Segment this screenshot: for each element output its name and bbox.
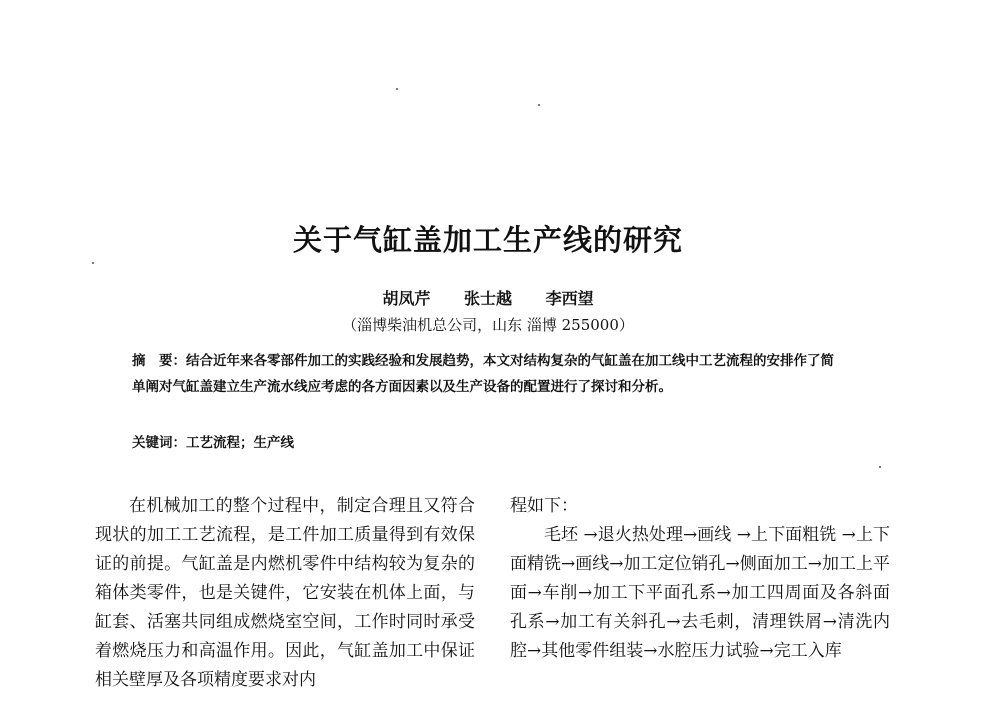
abstract — [132, 348, 846, 400]
scan-speck — [879, 466, 881, 468]
process-flow-paragraph: 毛坯 →退火热处理→画线 →上下面粗铣 →上下面精铣→画线→加工定位销孔→侧面加工→加工上平面→车削→加工下平面孔系→加工四周面及各斜面孔系→加工有关斜孔→去毛刺，清理铁屑→清洗内腔→其他零件组装→水腔压力试验→完工入库 — [510, 525, 890, 661]
paper-title: 关于气缸盖加工生产线的研究 — [292, 223, 683, 257]
body-paragraph-continuation: 程如下： — [510, 496, 578, 516]
keywords-label: 关键词： — [132, 435, 186, 451]
keywords-text: 工艺流程；生产线 — [186, 435, 294, 451]
scan-speck — [538, 104, 540, 106]
body-paragraph: 在机械加工的整个过程中，制定合理且又符合现状的加工工艺流程，是工件加工质量得到有效保证的前提。气缸盖是内燃机零件中结构较为复杂的箱体类零件，也是关键件，它安装在机体上面，与缸套、活塞共同组成燃烧室空间，工作时同时承受着燃烧压力和高温作用。因此，气缸盖加工中保证相关壁厚及各项精度要求对内 — [95, 496, 475, 690]
abstract-label: 摘 要： — [132, 353, 186, 369]
author-list — [0, 286, 976, 309]
author-name: 李西望 — [545, 289, 594, 308]
author-name: 胡凤芹 — [382, 289, 431, 308]
affiliation: （淄博柴油机总公司，山东 淄博 255000） — [342, 316, 634, 334]
scan-speck — [396, 88, 398, 90]
abstract-text: 结合近年来各零部件加工的实践经验和发展趋势，本文对结构复杂的气缸盖在加工线中工艺流程的安排作了简单阐对气缸盖建立生产流水线应考虑的各方面因素以及生产设备的配置进行了探讨和分析。 — [132, 353, 834, 395]
body-left-column — [95, 492, 475, 695]
body-right-column — [510, 492, 890, 666]
keywords — [132, 430, 846, 456]
author-name: 张士越 — [463, 289, 512, 308]
scan-speck — [92, 262, 94, 264]
